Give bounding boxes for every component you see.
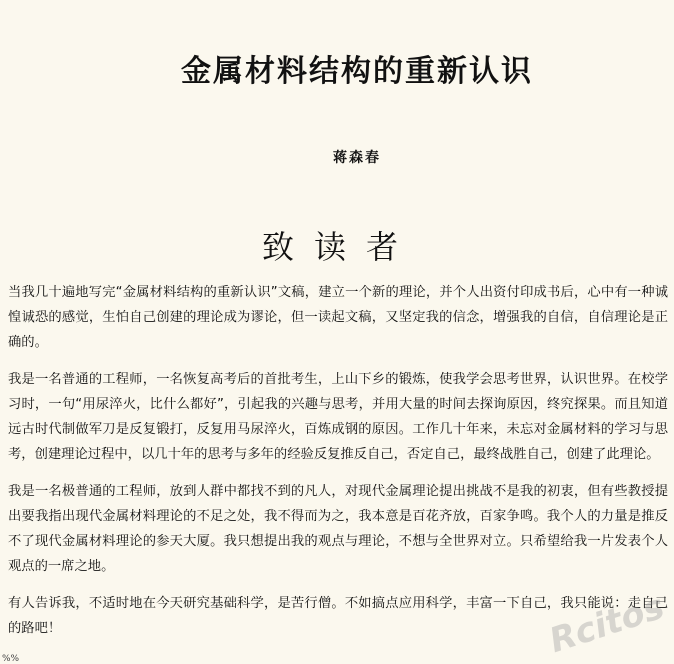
corner-label: %% — [2, 654, 20, 664]
section-title: 致读者 — [261, 228, 418, 266]
paragraph: 当我几十遍地写完“金属材料结构的重新认识”文稿，建立一个新的理论，并个人出资付印成书后，心中有一种诚惶诚恐的感觉，生怕自己创建的理论成为谬论，但一读起文稿，又坚定我的信念，增强我的自信，自信理论是正确的。 — [8, 285, 668, 350]
watermark-logo: Rcitos — [544, 586, 670, 662]
document-title: 金属材料结构的重新认识 — [181, 54, 533, 89]
document-body — [8, 280, 668, 653]
document-author: 蒋森春 — [333, 150, 381, 166]
paragraph: 有人告诉我，不适时地在今天研究基础科学，是苦行僧。不如搞点应用科学，丰富一下自己，我只能说：走自己的路吧！ — [8, 596, 668, 636]
paragraph: 我是一名极普通的工程师，放到人群中都找不到的凡人，对现代金属理论提出挑战不是我的初衷，但有些教授提出要我指出现代金属材料理论的不足之处，我不得而为之，我本意是百花齐放，百家争鸣。我个人的力量是推反不了现代金属材料理论的参天大厦。我只想提出我的观点与理论，不想与全世界对立。只希望给我一片发表个人观点的一席之地。 — [8, 484, 668, 574]
paragraph: 我是一名普通的工程师，一名恢复高考后的首批考生，上山下乡的锻炼，使我学会思考世界，认识世界。在校学习时，一句“用尿淬火，比什么都好”，引起我的兴趣与思考，并用大量的时间去探询原因，终究探果。而且知道远古时代制做军刀是反复锻打，反复用马尿淬火，百炼成钢的原因。工作几十年来，未忘对金属材料的学习与思考，创建理论过程中，以几十年的思考与多年的经验反复推反自己，否定自己，最终战胜自己，创建了此理论。 — [8, 372, 668, 462]
